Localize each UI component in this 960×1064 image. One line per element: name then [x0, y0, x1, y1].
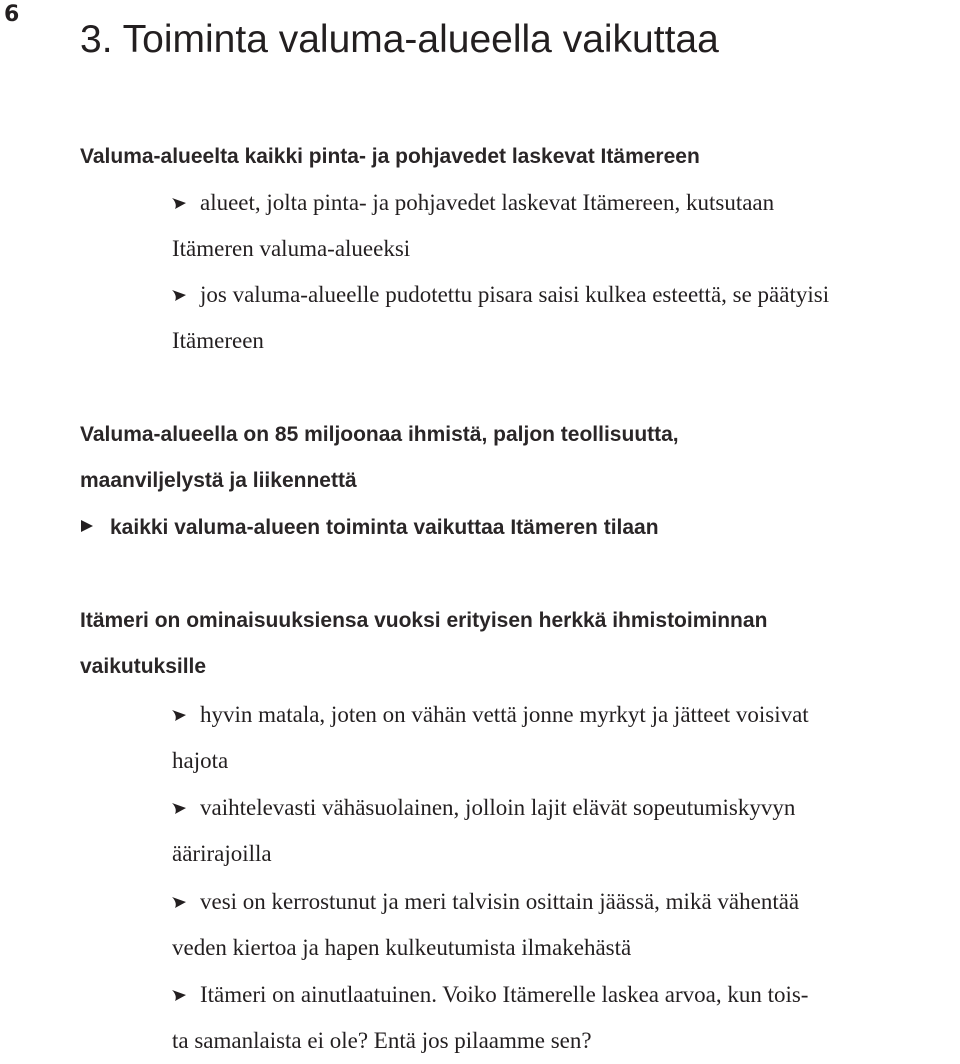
flag-bullet-icon: [172, 196, 186, 210]
bullet-text: vaihtelevasti vähäsuolainen, jolloin lajit elävät sopeutumiskyvyn: [200, 795, 796, 820]
sub-point-text: kaikki valuma-alueen toiminta vaikuttaa Itämeren tilaan: [110, 516, 659, 539]
bullet-line: äärirajoilla: [172, 841, 272, 866]
bullet-item: [172, 879, 952, 971]
section-heading: [80, 598, 950, 690]
bullet-line: [172, 972, 952, 1018]
bullet-line: ta samanlaista ei ole? Entä jos pilaamme sen?: [172, 1028, 592, 1053]
bullet-item: [172, 785, 952, 877]
bullet-text: hyvin matala, joten on vähän vettä jonne myrkyt ja jätteet voisivat: [200, 702, 809, 727]
heading-line: Valuma-alueelta kaikki pinta- ja pohjavedet laskevat Itämereen: [80, 145, 700, 168]
flag-bullet-icon: [172, 988, 186, 1002]
bullet-line: [172, 692, 952, 738]
bullet-text: Itämeri on ainutlaatuinen. Voiko Itämerelle laskea arvoa, kun tois-: [200, 982, 809, 1007]
flag-bullet-icon: [172, 801, 186, 815]
heading-line: Valuma-alueella on 85 miljoonaa ihmistä, paljon teollisuutta,: [80, 423, 679, 446]
bullet-line: Itämeren valuma-alueeksi: [172, 236, 411, 261]
bullet-line: [172, 879, 952, 925]
bullet-text: vesi on kerrostunut ja meri talvisin osittain jäässä, mikä vähentää: [200, 889, 800, 914]
flag-bullet-icon: [172, 288, 186, 302]
section-heading: [80, 412, 950, 504]
bullet-line: veden kiertoa ja hapen kulkeutumista ilmakehästä: [172, 935, 632, 960]
page-number: 6: [4, 2, 20, 27]
bullet-text: alueet, jolta pinta- ja pohjavedet laskevat Itämereen, kutsutaan: [200, 190, 775, 215]
triangle-right-icon: [80, 519, 94, 533]
heading-line: maanviljelystä ja liikennettä: [80, 469, 357, 492]
heading-line: vaikutuksille: [80, 655, 207, 678]
heading-line: Itämeri on ominaisuuksiensa vuoksi erityisen herkkä ihmistoiminnan: [80, 609, 768, 632]
section-heading: [80, 134, 950, 180]
bullet-line: [172, 785, 952, 831]
bullet-text: jos valuma-alueelle pudotettu pisara saisi kulkea esteettä, se päätyisi: [200, 282, 830, 307]
chapter-title: 3. Toiminta valuma-alueella vaikuttaa: [80, 18, 719, 61]
bullet-item: [172, 272, 952, 364]
flag-bullet-icon: [172, 708, 186, 722]
bullet-line: hajota: [172, 748, 229, 773]
bullet-item: [172, 180, 952, 272]
sub-point: [80, 505, 659, 551]
bullet-item: [172, 692, 952, 784]
bullet-line: [172, 272, 952, 318]
bullet-line: Itämereen: [172, 328, 264, 353]
bullet-line: [172, 180, 952, 226]
bullet-item: [172, 972, 952, 1064]
flag-bullet-icon: [172, 895, 186, 909]
